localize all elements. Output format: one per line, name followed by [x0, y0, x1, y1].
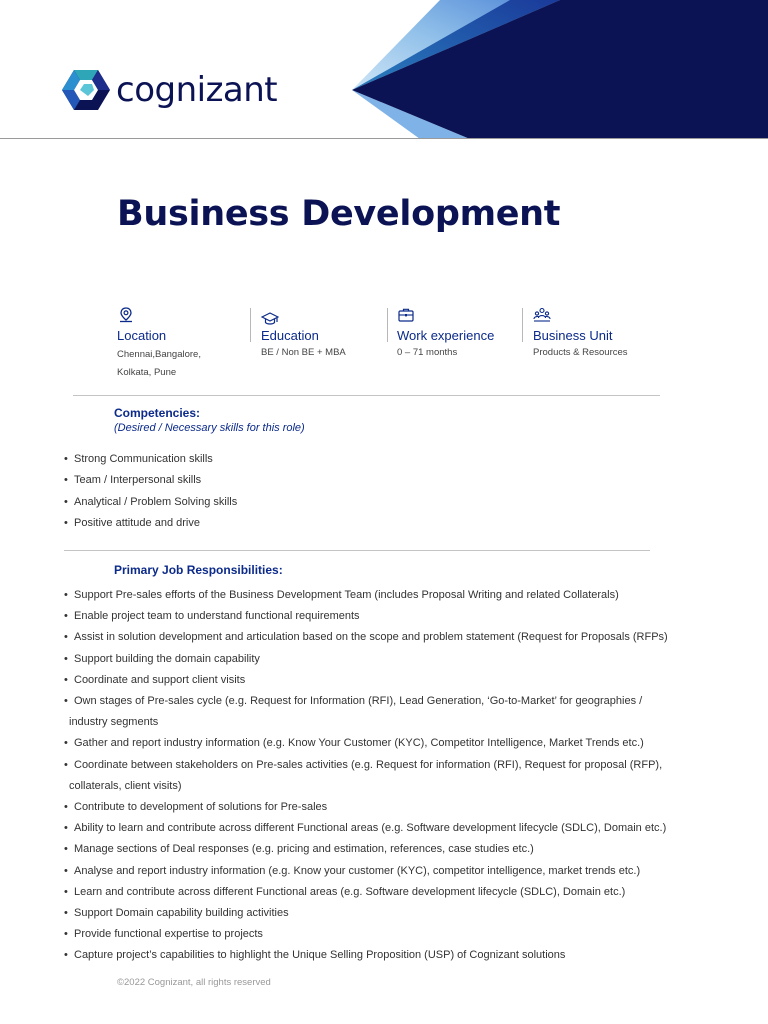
info-location	[117, 306, 247, 382]
logo-wordmark: cognizant	[116, 70, 278, 110]
list-item: • Own stages of Pre-sales cycle (e.g. Request for Information (RFI), Lead Generation, ‘Go-to-Market’ for geographies / industry segments	[64, 695, 643, 729]
location-pin-icon	[117, 306, 135, 324]
list-item: • Support Domain capability building activities	[64, 907, 289, 920]
list-item: • Support Pre-sales efforts of the Business Development Team (includes Proposal Writing and related Collaterals)	[64, 589, 619, 601]
list-item: • Gather and report industry information (e.g. Know Your Customer (KYC), Competitor Intelligence, Market Trends etc.)	[64, 737, 644, 750]
responsibilities-list	[64, 585, 668, 967]
info-value: 0 – 71 months	[397, 347, 458, 358]
competencies-list	[64, 449, 237, 534]
competencies-heading: Competencies:	[114, 406, 201, 420]
list-item: • Coordinate between stakeholders on Pre-sales activities (e.g. Request for information (RFI), Request for proposal (RFP), collaterals, client visits)	[64, 758, 663, 792]
info-business-unit	[533, 306, 663, 382]
cognizant-logo	[62, 70, 277, 110]
list-item: • Team / Interpersonal skills	[64, 474, 202, 487]
info-label: Location	[117, 328, 167, 343]
list-item: • Manage sections of Deal responses (e.g. pricing and estimation, references, case studies etc.)	[64, 843, 534, 856]
info-label: Education	[261, 328, 319, 343]
info-divider	[250, 308, 251, 342]
list-item: • Analytical / Problem Solving skills	[64, 495, 238, 508]
list-item: • Coordinate and support client visits	[64, 673, 246, 686]
competencies-subheading: (Desired / Necessary skills for this role)	[114, 422, 305, 434]
list-item: • Support building the domain capability	[64, 652, 260, 665]
list-item: • Enable project team to understand functional requirements	[64, 610, 360, 623]
list-item: • Learn and contribute across different Functional areas (e.g. Software development lifecycle (SDLC), Domain etc.)	[64, 885, 626, 898]
info-label: Business Unit	[533, 328, 613, 343]
info-value: Chennai,Bangalore, Kolkata, Pune	[117, 349, 201, 378]
list-item: • Analyse and report industry information (e.g. Know your customer (KYC), competitor intelligence, market trends etc.)	[64, 864, 641, 877]
list-item: • Strong Communication skills	[64, 453, 213, 465]
info-education	[261, 306, 381, 382]
info-value: Products & Resources	[533, 347, 628, 358]
copyright-footer: ©2022 Cognizant, all rights reserved	[117, 977, 271, 988]
info-work-experience	[397, 306, 517, 382]
responsibilities-heading: Primary Job Responsibilities:	[114, 563, 283, 577]
cognizant-logo-mark-icon	[62, 70, 110, 110]
page-header	[0, 0, 768, 139]
list-item: • Contribute to development of solutions for Pre-sales	[64, 801, 328, 814]
list-item: • Ability to learn and contribute across different Functional areas (e.g. Software development lifecycle (SDLC), Domain etc.)	[64, 822, 667, 835]
section-divider	[64, 550, 650, 551]
info-value: BE / Non BE + MBA	[261, 347, 346, 358]
section-divider	[73, 395, 660, 396]
header-divider	[0, 138, 768, 139]
info-divider	[522, 308, 523, 342]
people-group-icon	[533, 306, 551, 324]
page-title: Business Development	[117, 194, 561, 234]
list-item: • Provide functional expertise to projects	[64, 928, 263, 941]
briefcase-icon	[397, 306, 415, 324]
list-item: • Assist in solution development and articulation based on the scope and problem statement (Request for Proposals (RFPs)	[64, 631, 668, 644]
info-label: Work experience	[397, 328, 495, 343]
list-item: • Positive attitude and drive	[64, 516, 200, 529]
list-item: • Capture project’s capabilities to highlight the Unique Selling Proposition (USP) of Cognizant solutions	[64, 949, 566, 962]
graduation-cap-icon	[261, 310, 279, 328]
info-divider	[387, 308, 388, 342]
